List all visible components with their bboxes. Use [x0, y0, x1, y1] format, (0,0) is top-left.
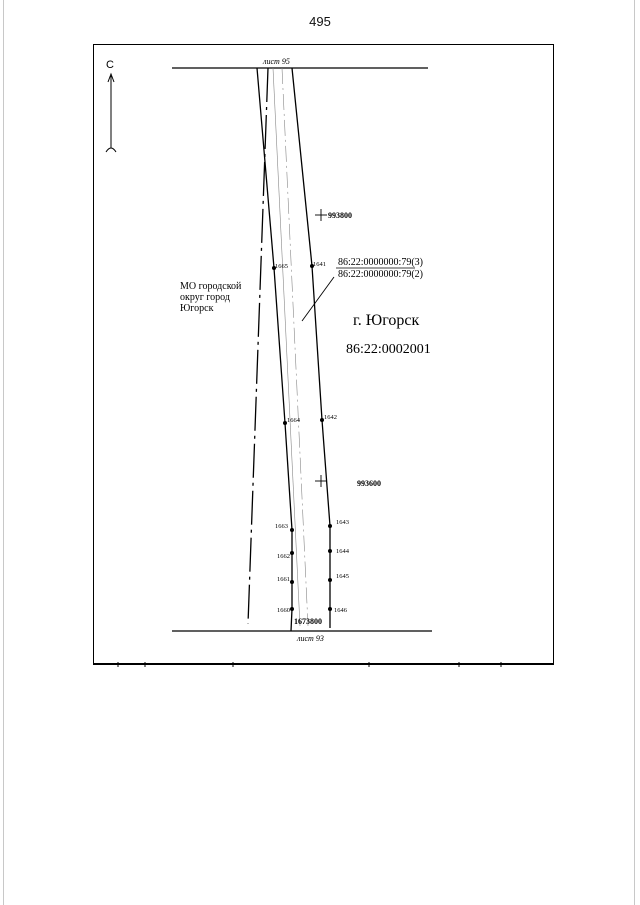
municipality-line-3: Югорск — [180, 303, 214, 314]
point-number-1644: 1644 — [336, 548, 349, 555]
frame-ticks — [118, 662, 501, 667]
parcel-leader-line — [302, 277, 334, 321]
point-number-1645: 1645 — [336, 573, 349, 580]
top-sheet-label: лист 95 — [263, 57, 290, 66]
parcel-label-2: 86:22:0000000:79(2) — [338, 269, 423, 280]
point-number-1643: 1643 — [336, 519, 349, 526]
point-number-1663: 1663 — [275, 523, 288, 530]
north-label: С — [106, 59, 114, 71]
parcel-right-boundary — [292, 68, 330, 628]
point-number-1646: 1646 — [334, 607, 347, 614]
page-number: 495 — [309, 14, 331, 29]
point-number-1665: 1665 — [275, 263, 288, 270]
point-number-1662: 1662 — [277, 553, 290, 560]
municipality-line-1: МО городской — [180, 281, 242, 292]
quarter-number: 86:22:0002001 — [346, 342, 431, 357]
grid-cross-top — [315, 209, 327, 221]
coord-mid-label: 993600 — [357, 479, 381, 488]
coord-top-label: 993800 — [328, 211, 352, 220]
parcel-label-1: 86:22:0000000:79(3) — [338, 257, 423, 268]
municipality-line-2: округ город — [180, 292, 230, 303]
point-number-1642: 1642 — [324, 414, 337, 421]
grid-cross-mid — [315, 475, 327, 487]
point-number-1641: 1641 — [313, 261, 326, 268]
coord-bottom-label: 1673800 — [294, 617, 322, 626]
point-number-1660: 1660 — [277, 607, 290, 614]
city-name: г. Югорск — [353, 312, 420, 329]
north-arrow — [106, 74, 116, 152]
corridor-axis-center — [282, 68, 308, 626]
bottom-sheet-label: лист 93 — [297, 634, 324, 643]
point-number-1664: 1664 — [287, 417, 300, 424]
municipal-boundary — [248, 68, 268, 624]
point-number-1661: 1661 — [277, 576, 290, 583]
corridor-axis-left — [273, 68, 300, 626]
